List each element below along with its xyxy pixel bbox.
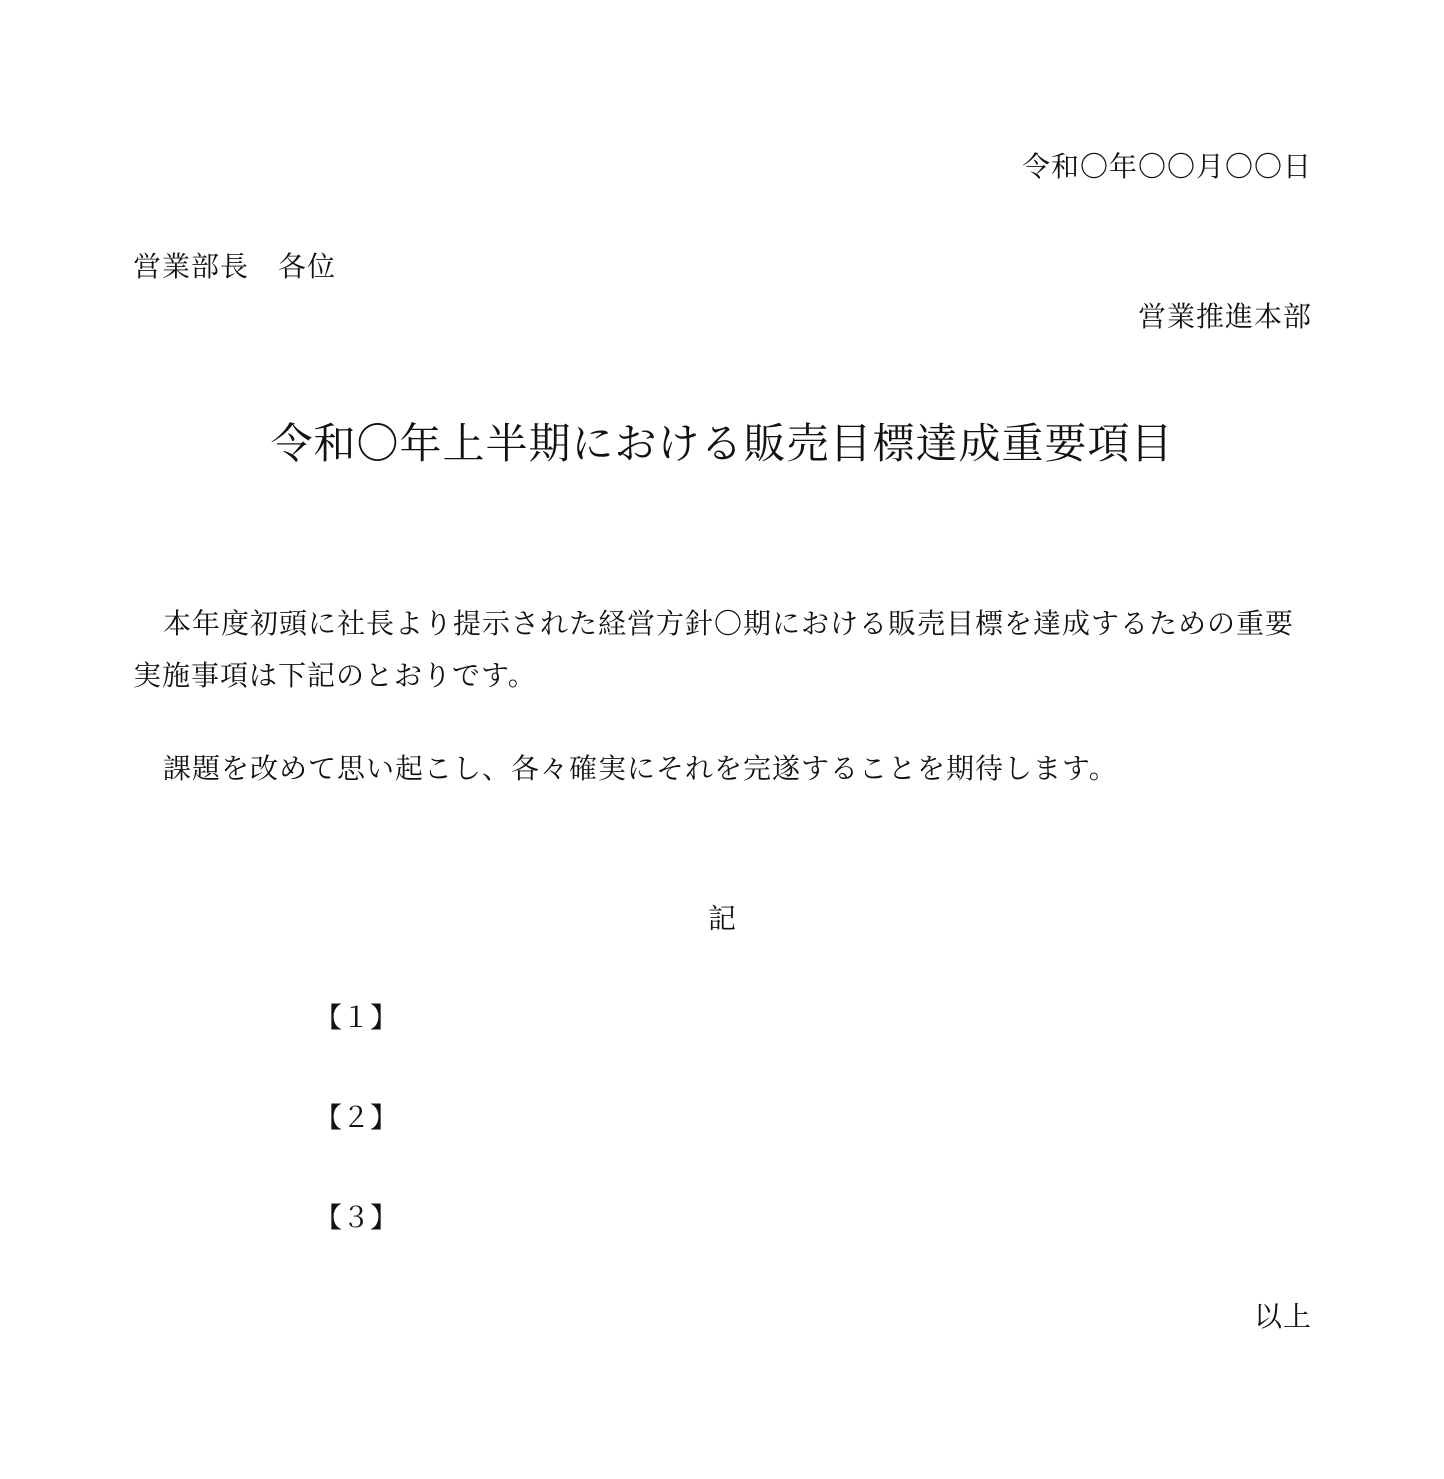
list-item: 【１】 — [314, 1001, 399, 1034]
list-item: 【３】 — [314, 1201, 399, 1234]
ki-heading: 記 — [707, 902, 736, 935]
body-paragraph-2: 課題を改めて思い起こし、各々確実にそれを完遂することを期待します。 — [163, 752, 1118, 785]
document-date: 令和〇年〇〇月〇〇日 — [1021, 150, 1312, 183]
list-item: 【２】 — [314, 1101, 399, 1134]
document-title: 令和〇年上半期における販売目標達成重要項目 — [270, 419, 1174, 468]
recipient-line: 営業部長 各位 — [133, 250, 337, 283]
body-paragraph-1: 本年度初頭に社長より提示された経営方針〇期における販売目標を達成するための重要実施事項は下記のとおりです。 — [133, 607, 1295, 692]
sender-department: 営業推進本部 — [1137, 300, 1312, 333]
closing-mark: 以上 — [1253, 1300, 1312, 1333]
body-paragraph-1-block — [133, 598, 1318, 702]
